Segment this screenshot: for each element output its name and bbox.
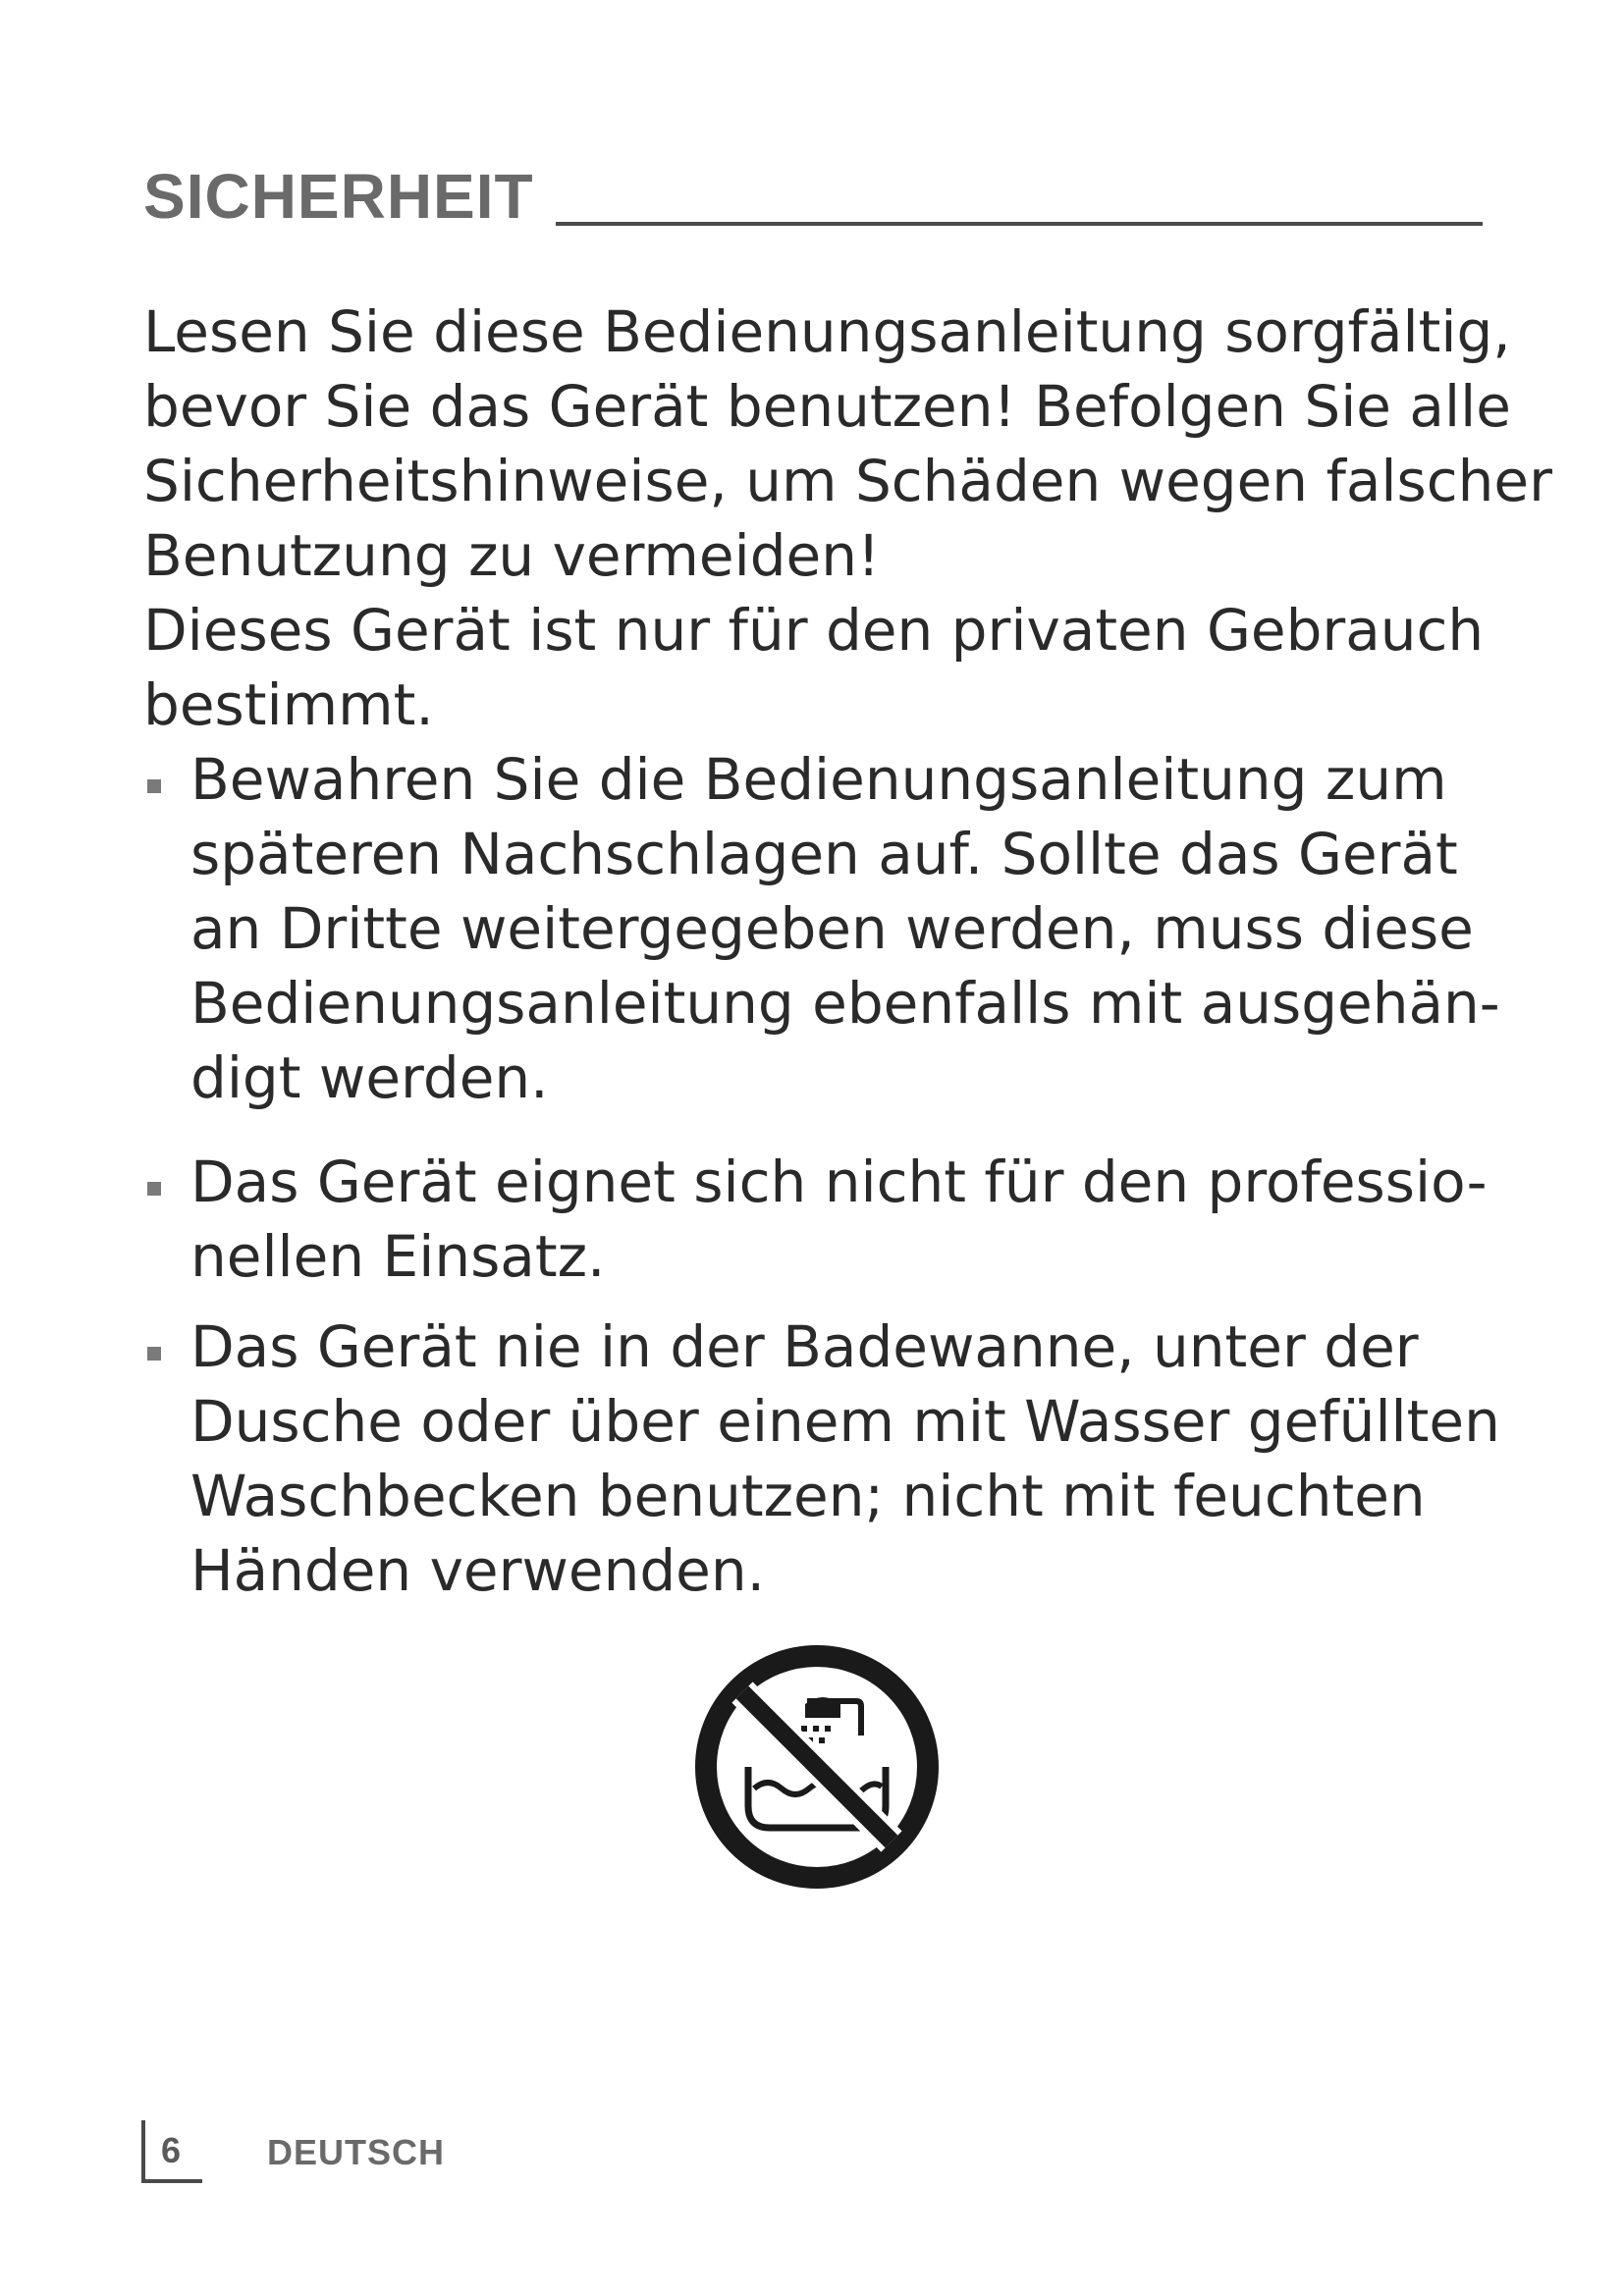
bullet-square-icon xyxy=(147,779,161,793)
intro-line: Benutzung zu vermeiden! xyxy=(143,522,881,589)
bullet-line: Das Gerät eignet sich nicht für den professio- xyxy=(190,1148,1488,1215)
intro-line: Sicherheitshinweise, um Schäden wegen falscher xyxy=(143,448,1552,514)
bullet-line: Händen verwenden. xyxy=(190,1537,766,1604)
bullet-line: späteren Nachschlagen auf. Sollte das Gerät xyxy=(190,821,1458,887)
no-bath-shower-prohibition-icon xyxy=(691,1641,943,1893)
intro-paragraph xyxy=(143,294,1552,742)
intro-line: bevor Sie das Gerät benutzen! Befolgen Sie alle xyxy=(143,373,1511,440)
bullet-line: Bewahren Sie die Bedienungsanleitung zum xyxy=(190,746,1447,813)
bullet-line: nellen Einsatz. xyxy=(190,1223,606,1290)
page-footer xyxy=(141,2120,534,2183)
section-heading: SICHERHEIT xyxy=(143,161,534,232)
intro-line: Lesen Sie diese Bedienungsanleitung sorgfältig, xyxy=(143,298,1511,365)
intro-line: bestimmt. xyxy=(143,671,434,738)
intro-line: Dieses Gerät ist nur für den privaten Gebrauch xyxy=(143,597,1485,664)
bullet-text xyxy=(190,1309,1506,1608)
bullet-square-icon xyxy=(147,1182,161,1196)
page-number: 6 xyxy=(161,2130,182,2170)
bullet-line: Bedienungsanleitung ebenfalls mit ausgehän- xyxy=(190,970,1500,1037)
bullet-line: Das Gerät nie in der Badewanne, unter der xyxy=(190,1313,1419,1380)
bullet-line: an Dritte weitergegeben werden, muss diese xyxy=(190,895,1474,962)
bullet-line: Waschbecken benutzen; nicht mit feuchten xyxy=(190,1463,1426,1529)
bullet-text xyxy=(190,1145,1506,1294)
footer-language: DEUTSCH xyxy=(267,2132,446,2172)
bullet-line: Dusche oder über einem mit Wasser gefüllten xyxy=(190,1388,1500,1455)
bullet-text xyxy=(190,742,1506,1115)
bullet-square-icon xyxy=(147,1347,161,1361)
heading-rule xyxy=(556,222,1483,226)
bullet-line: digt werden. xyxy=(190,1044,549,1111)
section-heading-row xyxy=(143,161,1483,232)
